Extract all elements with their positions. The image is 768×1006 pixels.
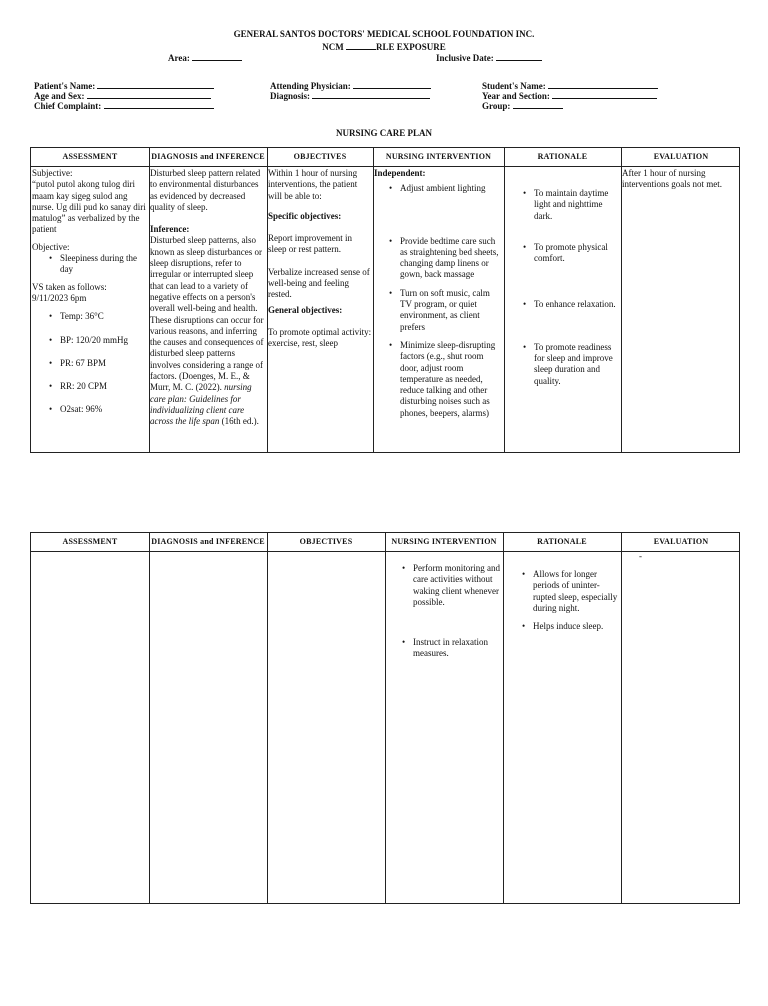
year-section-label: Year and Section: xyxy=(482,91,550,101)
age-sex-label: Age and Sex: xyxy=(34,91,85,101)
evaluation-cell-2: - xyxy=(639,551,642,561)
col-assessment-header: ASSESSMENT xyxy=(62,152,118,162)
inclusive-date-field xyxy=(436,52,542,64)
rationale2-item-2: • Helps induce sleep. xyxy=(520,621,620,632)
rationale-item-2: • To promote physical comfort. xyxy=(521,242,620,265)
ncm-line xyxy=(0,41,768,53)
exposure-label: RLE EXPOSURE xyxy=(375,42,446,52)
inference-text xyxy=(150,235,266,427)
col-rationale-header-2: RATIONALE xyxy=(537,537,587,547)
intervention-item-2: • Provide bedtime care such as straightening bed sheets, changing damp linens or gown, back massage xyxy=(387,236,503,281)
inclusive-date-label: Inclusive Date: xyxy=(436,53,494,63)
objective-label: Objective: xyxy=(32,241,70,252)
diagnosis-label: Diagnosis: xyxy=(270,91,311,101)
diagnosis-field xyxy=(270,90,430,102)
area-blank[interactable] xyxy=(192,52,242,61)
diagnosis-text: Disturbed sleep pattern related to environmental disturbances as evidenced by decreased quality of sleep. xyxy=(150,168,261,212)
vs-date: 9/11/2023 6pm xyxy=(32,292,87,303)
assessment-cell xyxy=(32,168,148,416)
chief-complaint-blank[interactable] xyxy=(104,100,214,109)
vital-temp: • Temp: 36°C xyxy=(47,311,148,322)
specific-objective-1: Report improvement in sleep or rest pattern. xyxy=(268,233,352,255)
care-plan-table-1 xyxy=(30,147,740,453)
citation-title: nursing care plan: Guidelines for individualizing client care across the life span xyxy=(150,382,252,427)
independent-label: Independent: xyxy=(374,168,426,178)
col-objectives-header: OBJECTIVES xyxy=(293,152,347,162)
ncm-blank[interactable] xyxy=(346,41,376,50)
student-name-blank[interactable] xyxy=(548,80,658,89)
chief-complaint-field xyxy=(34,100,214,112)
group-blank[interactable] xyxy=(513,100,563,109)
vs-intro: VS taken as follows: xyxy=(32,281,107,292)
vital-pr: • PR: 67 BPM xyxy=(47,358,148,369)
subjective-label: Subjective: xyxy=(32,168,73,178)
intervention-cell xyxy=(374,168,503,419)
plan-title: NURSING CARE PLAN xyxy=(335,128,432,138)
care-plan-table-2 xyxy=(30,532,740,904)
objective-item: • Sleepiness during the day xyxy=(47,253,148,276)
intervention-item-3: • Turn on soft music, calm TV program, or quiet environment, as client prefers xyxy=(387,288,503,333)
rationale2-item-1: • Allows for longer periods of uninter-rupted sleep, especially during night. xyxy=(520,569,620,614)
col-intervention-header: NURSING INTERVENTION xyxy=(385,152,492,162)
rationale-cell xyxy=(505,168,620,387)
specific-objectives-label: Specific objectives: xyxy=(268,210,342,221)
rationale-item-1: • To maintain daytime light and nighttime dark. xyxy=(521,188,620,222)
inclusive-date-blank[interactable] xyxy=(496,52,542,61)
group-label: Group: xyxy=(482,101,511,111)
col-diagnosis-header: DIAGNOSIS and INFERENCE xyxy=(151,152,265,162)
attending-physician-label: Attending Physician: xyxy=(270,81,351,91)
rationale-cell-2 xyxy=(504,569,620,632)
specific-objective-2: Verbalize increased sense of well-being and feeling rested. xyxy=(268,266,370,300)
rationale-item-4: • To promote readiness for sleep and improve sleep duration and quality. xyxy=(521,342,620,387)
area-label: Area: xyxy=(168,53,190,63)
student-name-label: Student's Name: xyxy=(482,81,546,91)
col-diagnosis-header-2: DIAGNOSIS and INFERENCE xyxy=(151,537,265,547)
age-sex-blank[interactable] xyxy=(87,90,211,99)
year-section-blank[interactable] xyxy=(552,90,657,99)
rationale-item-3: • To enhance relaxation. xyxy=(521,299,620,310)
diagnosis-blank[interactable] xyxy=(312,90,430,99)
evaluation-cell: After 1 hour of nursing interventions goals not met. xyxy=(622,168,722,190)
diagnosis-cell xyxy=(150,168,266,428)
vital-o2sat: • O2sat: 96% xyxy=(47,404,148,415)
chief-complaint-label: Chief Complaint: xyxy=(34,101,102,111)
general-objectives-label: General objectives: xyxy=(268,304,343,315)
group-field xyxy=(482,100,563,112)
vital-rr: • RR: 20 CPM xyxy=(47,381,148,392)
intervention-item-1: • Adjust ambient lighting xyxy=(387,183,503,194)
col-evaluation-header: EVALUATION xyxy=(653,152,709,162)
area-field xyxy=(168,52,242,64)
inference-label: Inference: xyxy=(150,224,190,235)
patient-name-blank[interactable] xyxy=(97,80,214,89)
col-rationale-header: RATIONALE xyxy=(537,152,588,162)
intervention2-item-1: • Perform monitoring and care activities without waking client whenever possible. xyxy=(400,563,502,608)
subjective-text: “putol putol akong tulog diri maam kay sigeg sulod ang nurse. Ug dili pud ko sanay diri matulog” as verbalized by the patient xyxy=(32,179,146,235)
patient-name-label: Patient's Name: xyxy=(34,81,96,91)
vital-bp: • BP: 120/20 mmHg xyxy=(47,335,148,346)
intervention-cell-2 xyxy=(386,563,502,660)
attending-physician-blank[interactable] xyxy=(353,80,431,89)
general-objective-1: To promote optimal activity: exercise, rest, sleep xyxy=(268,326,372,349)
school-name: GENERAL SANTOS DOCTORS' MEDICAL SCHOOL FOUNDATION INC. xyxy=(233,29,535,39)
citation-end: (16th ed.). xyxy=(221,416,259,427)
ncm-prefix: NCM xyxy=(322,42,344,52)
intervention-item-4: • Minimize sleep-disrupting factors (e.g., shut room door, adjust room temperature as needed, reduce talking and other disturbing noises such as phones, beepers, alarms) xyxy=(387,340,503,419)
objectives-intro: Within 1 hour of nursing interventions, the patient will be able to: xyxy=(268,168,358,201)
col-evaluation-header-2: EVALUATION xyxy=(653,537,709,547)
intervention2-item-2: • Instruct in relaxation measures. xyxy=(400,637,502,660)
col-objectives-header-2: OBJECTIVES xyxy=(299,537,353,547)
objectives-cell xyxy=(268,168,372,350)
inference-body: Disturbed sleep patterns, also known as sleep disturbances or sleep disruptions, refer to irregular or interrupted sleep that can lead to a variety of negative effects on a person's overall well-being and health. These disruptions can occur for various reasons, and inferring the causes and consequences of disturbed sleep patterns involves considering a range of factors. (Doenges, M. E., & Murr, M. C. (2022). xyxy=(150,235,264,393)
col-assessment-header-2: ASSESSMENT xyxy=(62,537,118,547)
col-intervention-header-2: NURSING INTERVENTION xyxy=(391,537,497,547)
